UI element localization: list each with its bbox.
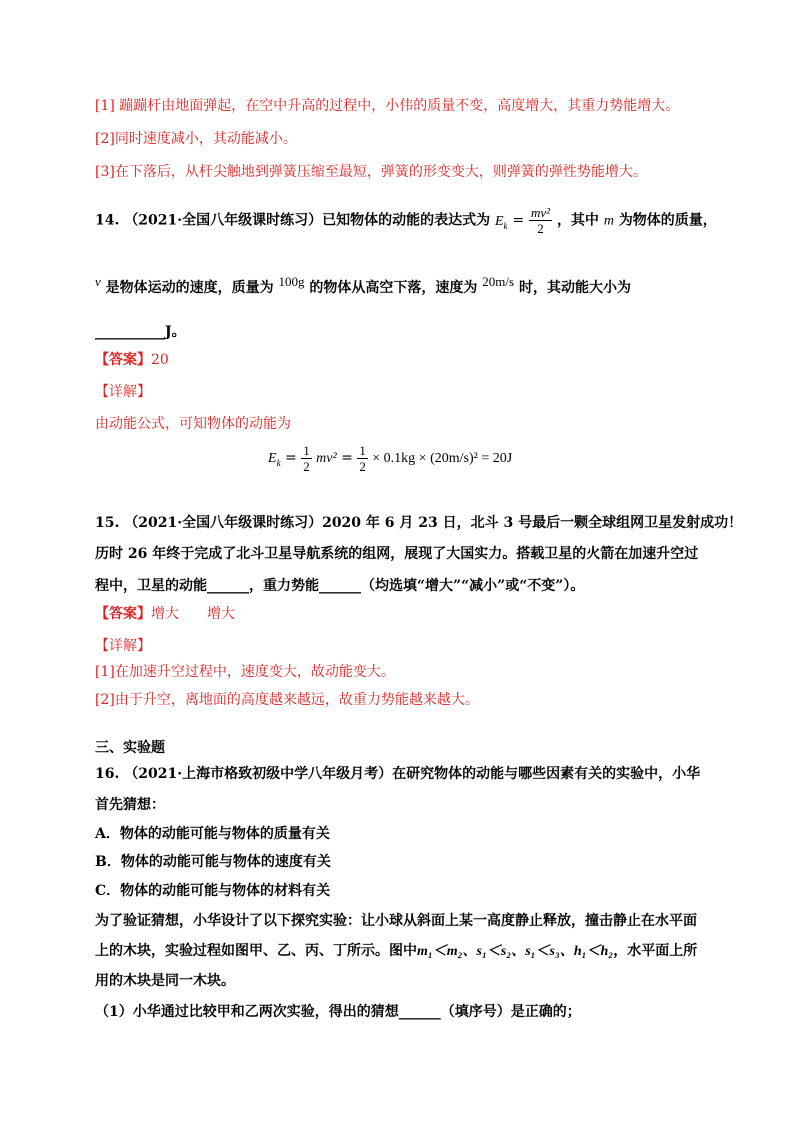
mass-value: 100g <box>278 274 305 289</box>
q16-sub-1: （1）小华通过比较甲和乙两次实验，得出的猜想______（填序号）是正确的； <box>95 1004 581 1020</box>
q14-line-1: 14. （2021·全国八年级课时练习）已知物体的动能的表达式为 $E_k$ = $\frac{\text{mv²}}{2}$ ，其中 m 为物体的质量， <box>95 205 717 236</box>
q16-option-b: B．物体的动能可能与物体的速度有关 <box>95 854 331 870</box>
question-text: 是物体运动的速度，质量为 <box>105 280 274 296</box>
question-text: 时，其动能大小为 <box>518 280 631 296</box>
question-text: 2020 年 6 月 23 日，北斗 3 号最后一颗全球组网卫星发射成功！ <box>322 515 743 531</box>
q16-option-c: C．物体的动能可能与物体的材料有关 <box>95 883 331 899</box>
q14-equation: $E_k$ = $\frac{1}{2}$ mv² = $\frac{1}{2}$ × 0.1kg × (20m/s)² = 20J <box>268 442 513 474</box>
answer-value-2: 增大 <box>207 606 235 622</box>
var-v: v <box>95 274 101 289</box>
q15-answer <box>95 604 235 624</box>
formula-fraction: $\frac{\text{mv²}}{2}$ <box>531 205 551 236</box>
question-source: （2021·全国八年级课时练习） <box>124 212 323 229</box>
q16-line-2: 首先猜想： <box>95 797 165 813</box>
question-text: ，其中 <box>556 212 599 229</box>
q15-line-1 <box>95 513 742 533</box>
question-number: 16. <box>95 766 120 782</box>
question-source: （2021·全国八年级课时练习） <box>124 515 323 531</box>
q13-detail-3: [3]在下落后，从杆尖触地到弹簧压缩至最短，弹簧的形变变大，则弹簧的弹性势能增大。 <box>95 164 647 180</box>
speed-value: 20m/s <box>482 274 515 289</box>
answer-label: 【答案】 <box>95 606 151 622</box>
q15-line-2: 历时 26 年终于完成了北斗卫星导航系统的组网，展现了大国实力。搭载卫星的火箭在加速升空过 <box>95 546 699 562</box>
q14-line-2 <box>95 274 631 298</box>
q16-line-3: 为了验证猜想，小华设计了以下探究实验：让小球从斜面上某一高度静止释放，撞击静止在水平面 <box>95 913 697 929</box>
var-m: m <box>603 213 614 229</box>
q13-detail-2: [2]同时速度减小，其动能减小。 <box>95 131 297 147</box>
answer-label: 【答案】 <box>95 352 151 368</box>
question-number: 14. <box>95 212 120 229</box>
q14-blank-line: __________J。 <box>95 324 186 340</box>
answer-value-1: 增大 <box>151 606 179 622</box>
question-text: 已知物体的动能的表达式为 <box>322 212 491 229</box>
q16-line-1 <box>95 764 700 784</box>
q16-option-a: A．物体的动能可能与物体的质量有关 <box>95 826 330 842</box>
q16-line-5: 用的木块是同一木块。 <box>95 973 235 989</box>
q15-detail-1: [1]在加速升空过程中，速度变大，故动能变大。 <box>95 664 395 680</box>
q14-detail-text: 由动能公式，可知物体的动能为 <box>95 416 291 432</box>
q14-answer <box>95 350 169 370</box>
q14-detail-label: 【详解】 <box>95 384 151 400</box>
question-text: 为物体的质量， <box>618 212 717 229</box>
q15-line-3: 程中，卫星的动能______，重力势能______（均选填“增大”“减小”或“不变”）。 <box>95 578 585 594</box>
q13-detail-1: [1] 蹦蹦杆由地面弹起，在空中升高的过程中，小伟的质量不变，高度增大，其重力势能增大。 <box>95 98 680 114</box>
q16-line-4: 上的木块，实验过程如图甲、乙、丙、丁所示。图中m₁＜m₂、s₁＜s₂、s₁＜s₃、h₁＜h₂，水平面上所 <box>95 943 698 959</box>
question-text: 的物体从高空下落，速度为 <box>309 280 478 296</box>
conditions: m₁＜m₂、s₁＜s₂、s₁＜s₃、h₁＜h₂ <box>417 944 614 959</box>
q15-detail-2: [2]由于升空，离地面的高度越来越远，故重力势能越来越大。 <box>95 692 479 708</box>
question-source: （2021·上海市格致初级中学八年级月考） <box>124 766 393 782</box>
question-number: 15. <box>95 515 120 531</box>
q15-detail-label: 【详解】 <box>95 638 151 654</box>
formula-lhs: $E_k$ <box>494 213 508 231</box>
section-heading: 三、实验题 <box>95 740 165 756</box>
question-text: 在研究物体的动能与哪些因素有关的实验中，小华 <box>392 766 701 782</box>
answer-value: 20 <box>151 352 169 368</box>
